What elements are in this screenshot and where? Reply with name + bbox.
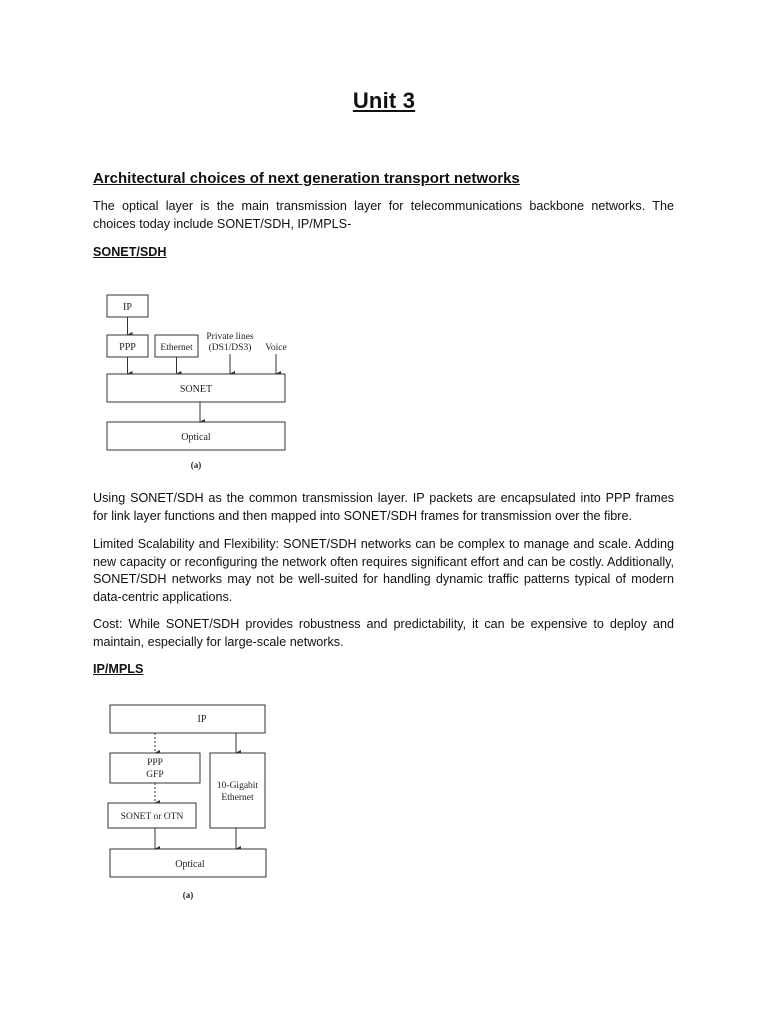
- sonet-paragraph-1: Using SONET/SDH as the common transmission layer. IP packets are encapsulated into PPP frames for link layer functions and then mapped into SONET/SDH frames for transmission over the fibre.: [93, 491, 674, 523]
- ip-box: [110, 705, 265, 733]
- diagram-caption: (a): [182, 890, 194, 900]
- intro-paragraph: The optical layer is the main transmission layer for telecommunications backbone networks. The choices today include SONET/SDH, IP/MPLS-: [93, 199, 674, 231]
- ip-mpls-heading: IP/MPLS: [93, 662, 144, 676]
- ip-mpls-diagram: [100, 700, 275, 905]
- ip-label: IP: [123, 302, 132, 313]
- gige-label-line2: Ethernet: [221, 793, 254, 803]
- ds1-ds3-label: (DS1/DS3): [208, 343, 252, 353]
- optical-label: Optical: [175, 859, 205, 870]
- voice-label: Voice: [265, 343, 287, 353]
- ip-label: IP: [197, 714, 207, 725]
- sonet-sdh-diagram: [100, 290, 300, 475]
- sonet-otn-label: SONET or OTN: [120, 812, 184, 822]
- sonet-sdh-heading: SONET/SDH: [93, 245, 167, 259]
- sonet-paragraph-3: Cost: While SONET/SDH provides robustness and predictability, it can be expensive to deploy and maintain, especially for large-scale networks.: [93, 617, 674, 649]
- sonet-paragraph-2: Limited Scalability and Flexibility: SONET/SDH networks can be complex to manage and scale. Adding new capacity or reconfiguring the network often requires significant effort and can be costly. Additionally, SONET/SDH networks may not be well-suited for handling dynamic traffic patterns typical of modern data-centric applications.: [93, 537, 674, 604]
- sonet-label: SONET: [179, 384, 213, 395]
- page-title: Unit 3: [352, 88, 416, 113]
- diagram-caption: (a): [190, 460, 202, 470]
- section-heading: Architectural choices of next generation transport networks: [93, 170, 520, 187]
- optical-label: Optical: [181, 432, 211, 443]
- gfp-label: GFP: [146, 770, 164, 780]
- ethernet-label: Ethernet: [160, 343, 193, 353]
- ppp-label: PPP: [119, 342, 136, 353]
- gige-label-line1: 10-Gigabit: [216, 781, 259, 791]
- private-lines-label: Private lines: [206, 332, 254, 342]
- ppp-label: PPP: [147, 758, 163, 768]
